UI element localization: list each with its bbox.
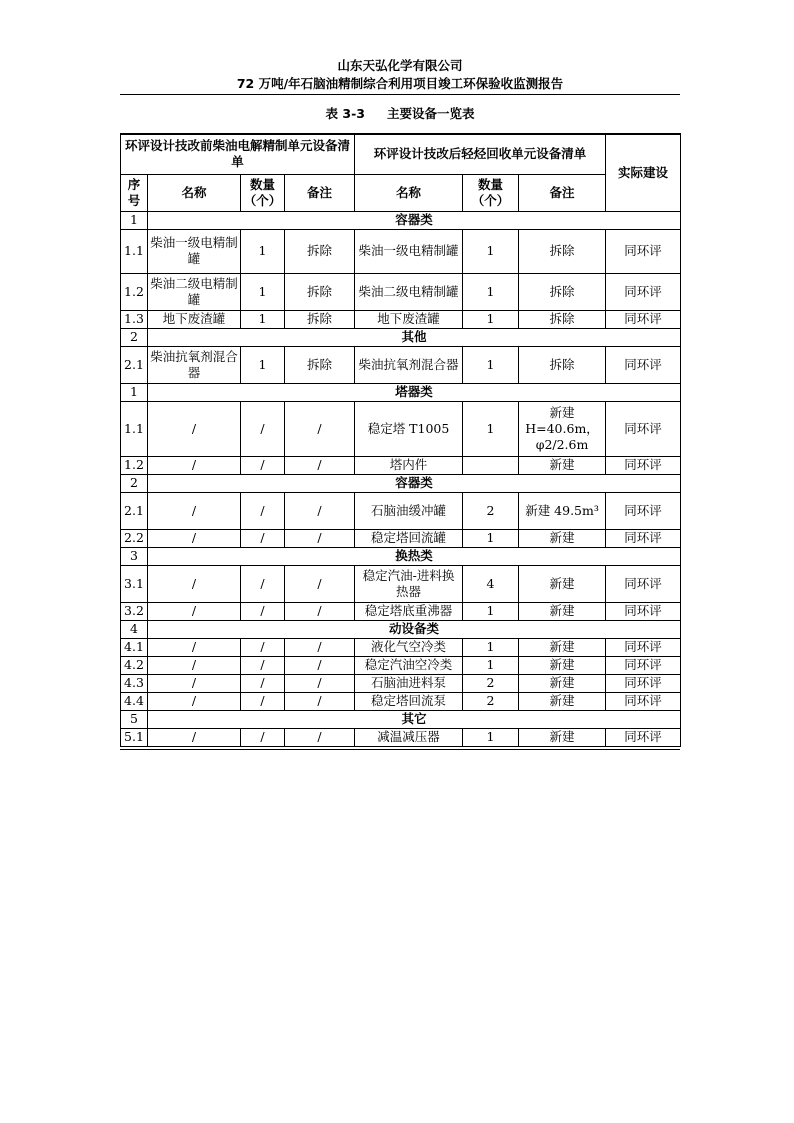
note-after-cell: 新建 bbox=[519, 456, 606, 474]
section-seq: 2 bbox=[121, 474, 148, 492]
table-row bbox=[121, 638, 681, 656]
seq-cell: 2.2 bbox=[121, 529, 148, 547]
name-before-cell: 柴油抗氧剂混合器 bbox=[148, 346, 241, 383]
qty-before-cell: / bbox=[241, 674, 285, 692]
seq-cell: 4.4 bbox=[121, 692, 148, 710]
qty-before-cell: / bbox=[241, 728, 285, 746]
name-before-cell: / bbox=[148, 728, 241, 746]
name-after-cell: 塔内件 bbox=[355, 456, 463, 474]
header-qty-right: 数量（个） bbox=[463, 174, 519, 211]
qty-before-cell: / bbox=[241, 492, 285, 529]
header-note-left: 备注 bbox=[285, 174, 355, 211]
table-row bbox=[121, 492, 681, 529]
name-after-cell: 液化气空冷类 bbox=[355, 638, 463, 656]
note-before-cell: / bbox=[285, 692, 355, 710]
qty-after-cell bbox=[463, 456, 519, 474]
bottom-double-rule bbox=[120, 749, 680, 750]
note-before-cell: / bbox=[285, 674, 355, 692]
qty-after-cell: 1 bbox=[463, 656, 519, 674]
note-before-cell: 拆除 bbox=[285, 273, 355, 310]
header-qty-left: 数量（个） bbox=[241, 174, 285, 211]
seq-cell: 1.1 bbox=[121, 229, 148, 273]
qty-before-cell: 1 bbox=[241, 346, 285, 383]
note-before-cell: / bbox=[285, 529, 355, 547]
note-after-cell: 新建 bbox=[519, 565, 606, 602]
name-after-cell: 石脑油缓冲罐 bbox=[355, 492, 463, 529]
section-title: 其他 bbox=[148, 328, 681, 346]
section-title: 换热类 bbox=[148, 547, 681, 565]
table-number: 表 3-3 bbox=[325, 106, 365, 121]
name-after-cell: 柴油抗氧剂混合器 bbox=[355, 346, 463, 383]
seq-cell: 1.2 bbox=[121, 273, 148, 310]
actual-cell: 同环评 bbox=[606, 456, 681, 474]
qty-before-cell: / bbox=[241, 456, 285, 474]
table-row bbox=[121, 602, 681, 620]
equipment-table bbox=[120, 133, 681, 747]
qty-before-cell: 1 bbox=[241, 273, 285, 310]
section-row bbox=[121, 211, 681, 229]
header-seq: 序号 bbox=[121, 174, 148, 211]
section-row bbox=[121, 328, 681, 346]
section-seq: 4 bbox=[121, 620, 148, 638]
table-caption bbox=[120, 104, 680, 122]
qty-before-cell: 1 bbox=[241, 310, 285, 328]
note-before-cell: 拆除 bbox=[285, 229, 355, 273]
actual-cell: 同环评 bbox=[606, 273, 681, 310]
table-row bbox=[121, 310, 681, 328]
qty-after-cell: 1 bbox=[463, 229, 519, 273]
name-before-cell: / bbox=[148, 674, 241, 692]
name-before-cell: / bbox=[148, 656, 241, 674]
name-after-cell: 稳定塔底重沸器 bbox=[355, 602, 463, 620]
qty-after-cell: 1 bbox=[463, 529, 519, 547]
actual-cell: 同环评 bbox=[606, 401, 681, 456]
section-title: 其它 bbox=[148, 710, 681, 728]
qty-after-cell: 2 bbox=[463, 692, 519, 710]
name-before-cell: 柴油二级电精制罐 bbox=[148, 273, 241, 310]
actual-cell: 同环评 bbox=[606, 656, 681, 674]
name-after-cell: 地下废渣罐 bbox=[355, 310, 463, 328]
note-after-cell: 拆除 bbox=[519, 346, 606, 383]
table-row bbox=[121, 273, 681, 310]
qty-before-cell: / bbox=[241, 401, 285, 456]
section-row bbox=[121, 710, 681, 728]
note-after-cell: 新建 bbox=[519, 656, 606, 674]
note-after-cell: 新建 bbox=[519, 728, 606, 746]
table-row bbox=[121, 346, 681, 383]
seq-cell: 4.2 bbox=[121, 656, 148, 674]
name-before-cell: / bbox=[148, 401, 241, 456]
actual-cell: 同环评 bbox=[606, 674, 681, 692]
note-before-cell: 拆除 bbox=[285, 346, 355, 383]
qty-before-cell: / bbox=[241, 602, 285, 620]
company-name: 山东天弘化学有限公司 bbox=[337, 58, 463, 73]
note-after-cell: 新建 bbox=[519, 638, 606, 656]
qty-after-cell: 1 bbox=[463, 273, 519, 310]
actual-cell: 同环评 bbox=[606, 310, 681, 328]
section-seq: 5 bbox=[121, 710, 148, 728]
seq-cell: 2.1 bbox=[121, 346, 148, 383]
report-header bbox=[120, 57, 680, 93]
table-body bbox=[121, 211, 681, 746]
actual-cell: 同环评 bbox=[606, 565, 681, 602]
header-name-right: 名称 bbox=[355, 174, 463, 211]
name-after-cell: 稳定汽油-进料换热器 bbox=[355, 565, 463, 602]
qty-after-cell: 2 bbox=[463, 492, 519, 529]
qty-after-cell: 1 bbox=[463, 310, 519, 328]
actual-cell: 同环评 bbox=[606, 346, 681, 383]
qty-after-cell: 2 bbox=[463, 674, 519, 692]
header-name-left: 名称 bbox=[148, 174, 241, 211]
section-seq: 1 bbox=[121, 211, 148, 229]
note-after-cell: 新建 bbox=[519, 602, 606, 620]
section-row bbox=[121, 383, 681, 401]
name-before-cell: / bbox=[148, 692, 241, 710]
name-before-cell: / bbox=[148, 529, 241, 547]
seq-cell: 5.1 bbox=[121, 728, 148, 746]
name-after-cell: 稳定塔回流泵 bbox=[355, 692, 463, 710]
section-row bbox=[121, 547, 681, 565]
report-title: 72 万吨/年石脑油精制综合利用项目竣工环保验收监测报告 bbox=[236, 76, 564, 91]
qty-after-cell: 1 bbox=[463, 346, 519, 383]
section-seq: 2 bbox=[121, 328, 148, 346]
name-before-cell: / bbox=[148, 602, 241, 620]
note-before-cell: / bbox=[285, 638, 355, 656]
name-before-cell: / bbox=[148, 492, 241, 529]
note-before-cell: / bbox=[285, 456, 355, 474]
note-after-cell: 拆除 bbox=[519, 273, 606, 310]
table-row bbox=[121, 456, 681, 474]
section-seq: 1 bbox=[121, 383, 148, 401]
section-title: 塔器类 bbox=[148, 383, 681, 401]
seq-cell: 3.1 bbox=[121, 565, 148, 602]
note-before-cell: / bbox=[285, 728, 355, 746]
qty-before-cell: 1 bbox=[241, 229, 285, 273]
actual-cell: 同环评 bbox=[606, 692, 681, 710]
table-title: 主要设备一览表 bbox=[386, 106, 475, 121]
note-before-cell: / bbox=[285, 401, 355, 456]
section-row bbox=[121, 474, 681, 492]
note-before-cell: / bbox=[285, 565, 355, 602]
qty-before-cell: / bbox=[241, 692, 285, 710]
table-row bbox=[121, 656, 681, 674]
seq-cell: 4.3 bbox=[121, 674, 148, 692]
note-after-cell: 拆除 bbox=[519, 229, 606, 273]
note-after-cell: 新建 bbox=[519, 529, 606, 547]
section-row bbox=[121, 620, 681, 638]
table-row bbox=[121, 401, 681, 456]
actual-cell: 同环评 bbox=[606, 638, 681, 656]
seq-cell: 2.1 bbox=[121, 492, 148, 529]
note-before-cell: / bbox=[285, 492, 355, 529]
qty-after-cell: 4 bbox=[463, 565, 519, 602]
qty-after-cell: 1 bbox=[463, 638, 519, 656]
seq-cell: 4.1 bbox=[121, 638, 148, 656]
name-after-cell: 柴油一级电精制罐 bbox=[355, 229, 463, 273]
qty-before-cell: / bbox=[241, 656, 285, 674]
section-seq: 3 bbox=[121, 547, 148, 565]
seq-cell: 1.2 bbox=[121, 456, 148, 474]
table-row bbox=[121, 674, 681, 692]
name-after-cell: 减温减压器 bbox=[355, 728, 463, 746]
qty-before-cell: / bbox=[241, 529, 285, 547]
table-row bbox=[121, 728, 681, 746]
header-group-after: 环评设计技改后轻烃回收单元设备清单 bbox=[355, 134, 606, 174]
name-after-cell: 石脑油进料泵 bbox=[355, 674, 463, 692]
actual-cell: 同环评 bbox=[606, 492, 681, 529]
note-after-cell: 新建H=40.6m，φ2/2.6m bbox=[519, 401, 606, 456]
name-after-cell: 柴油二级电精制罐 bbox=[355, 273, 463, 310]
qty-after-cell: 1 bbox=[463, 401, 519, 456]
name-before-cell: / bbox=[148, 638, 241, 656]
header-note-right: 备注 bbox=[519, 174, 606, 211]
note-before-cell: / bbox=[285, 656, 355, 674]
note-before-cell: / bbox=[285, 602, 355, 620]
name-before-cell: 柴油一级电精制罐 bbox=[148, 229, 241, 273]
seq-cell: 1.1 bbox=[121, 401, 148, 456]
actual-cell: 同环评 bbox=[606, 229, 681, 273]
header-actual: 实际建设 bbox=[606, 134, 681, 211]
table-row bbox=[121, 565, 681, 602]
name-after-cell: 稳定塔回流罐 bbox=[355, 529, 463, 547]
seq-cell: 1.3 bbox=[121, 310, 148, 328]
table-row bbox=[121, 529, 681, 547]
qty-before-cell: / bbox=[241, 638, 285, 656]
note-after-cell: 拆除 bbox=[519, 310, 606, 328]
table-row bbox=[121, 229, 681, 273]
qty-after-cell: 1 bbox=[463, 728, 519, 746]
qty-before-cell: / bbox=[241, 565, 285, 602]
header-rule bbox=[120, 94, 680, 95]
note-after-cell: 新建 bbox=[519, 692, 606, 710]
note-after-cell: 新建 49.5m³ bbox=[519, 492, 606, 529]
note-before-cell: 拆除 bbox=[285, 310, 355, 328]
actual-cell: 同环评 bbox=[606, 602, 681, 620]
qty-after-cell: 1 bbox=[463, 602, 519, 620]
section-title: 容器类 bbox=[148, 211, 681, 229]
section-title: 动设备类 bbox=[148, 620, 681, 638]
header-group-before: 环评设计技改前柴油电解精制单元设备清单 bbox=[121, 134, 355, 174]
note-after-cell: 新建 bbox=[519, 674, 606, 692]
actual-cell: 同环评 bbox=[606, 529, 681, 547]
actual-cell: 同环评 bbox=[606, 728, 681, 746]
name-before-cell: / bbox=[148, 565, 241, 602]
table-row bbox=[121, 692, 681, 710]
section-title: 容器类 bbox=[148, 474, 681, 492]
name-before-cell: / bbox=[148, 456, 241, 474]
name-after-cell: 稳定汽油空冷类 bbox=[355, 656, 463, 674]
name-before-cell: 地下废渣罐 bbox=[148, 310, 241, 328]
seq-cell: 3.2 bbox=[121, 602, 148, 620]
name-after-cell: 稳定塔 T1005 bbox=[355, 401, 463, 456]
